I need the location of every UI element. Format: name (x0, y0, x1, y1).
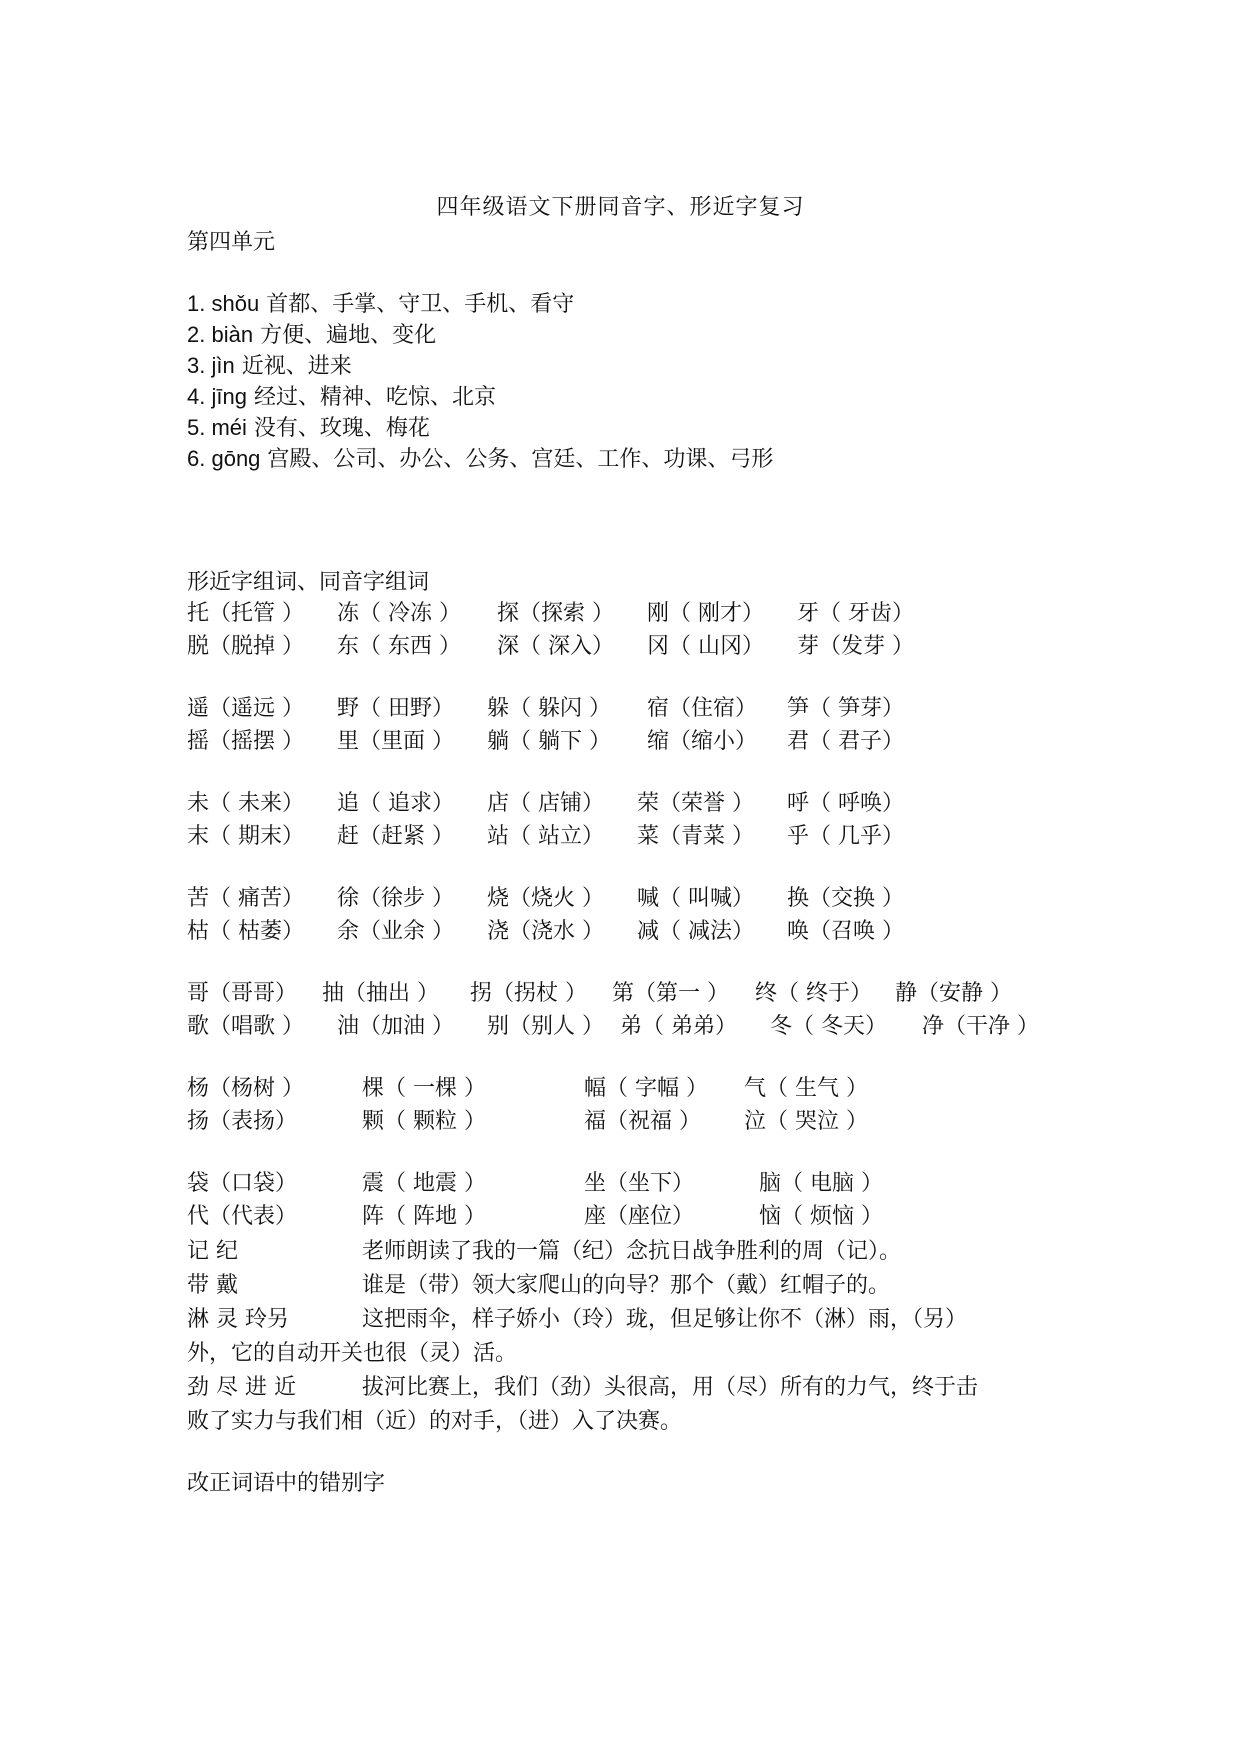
word-pair: 第（第一 ） (612, 981, 729, 1006)
word-pair: 未（ 未来） (187, 791, 304, 816)
word-pair: 换（交换 ） (787, 886, 904, 911)
word-pair: 乎（ 几乎） (787, 824, 904, 849)
sentence-text: 谁是（带）领大家爬山的向导？那个（戴）红帽子的。 (362, 1273, 891, 1298)
word-pair: 冻（ 冷冻 ） (337, 601, 461, 626)
sentence-text: 拔河比赛上，我们（劲）头很高，用（尽）所有的力气，终于击 (362, 1375, 979, 1400)
sentence-chars: 淋 灵 玲另 (187, 1307, 289, 1332)
word-pair: 油（加油 ） (337, 1014, 454, 1039)
item-words: 首都、手掌、守卫、手机、看守 (266, 292, 575, 317)
item-words: 经过、精神、吃惊、北京 (253, 385, 496, 410)
word-pair: 脑（ 电脑 ） (759, 1171, 883, 1196)
word-pair: 坐（坐下） (584, 1171, 695, 1196)
word-pair: 恼（ 烦恼 ） (759, 1204, 883, 1229)
word-pair: 遥（遥远 ） (187, 696, 304, 721)
word-pair: 棵（ 一棵 ） (362, 1076, 486, 1101)
word-pair: 宿（住宿） (647, 696, 758, 721)
section-heading: 形近字组词、同音字组词 (187, 570, 430, 595)
word-pair: 店（ 店铺） (487, 791, 604, 816)
word-pair: 净（干净 ） (922, 1014, 1039, 1039)
word-pair: 浇（浇水 ） (487, 919, 604, 944)
word-pair: 荣（荣誉 ） (637, 791, 754, 816)
homophone-item (187, 382, 496, 413)
sentence-continuation: 外，它的自动开关也很（灵）活。 (187, 1341, 518, 1366)
item-words: 方便、遍地、变化 (260, 323, 437, 348)
homophone-item (187, 289, 574, 320)
word-pair: 躺（ 躺下 ） (487, 729, 611, 754)
word-pair: 赶（赶紧 ） (337, 824, 454, 849)
homophone-item (187, 444, 773, 475)
word-pair: 扬（表扬） (187, 1109, 298, 1134)
word-pair: 追（ 追求） (337, 791, 454, 816)
section-heading: 改正词语中的错别字 (187, 1471, 386, 1496)
sentence-chars: 记 纪 (187, 1239, 238, 1264)
word-pair: 牙（ 牙齿） (797, 601, 914, 626)
word-pair: 福（祝福 ） (584, 1109, 701, 1134)
item-words: 近视、进来 (241, 354, 352, 379)
item-number: 5. (187, 415, 212, 440)
item-pinyin: jīng (211, 384, 247, 409)
word-pair: 袋（口袋） (187, 1171, 298, 1196)
sentence-text: 这把雨伞，样子娇小（玲）珑，但足够让你不（淋）雨，（另） (362, 1307, 968, 1332)
word-pair: 喊（ 叫喊） (637, 886, 754, 911)
item-pinyin: gōng (211, 446, 261, 471)
word-pair: 野（ 田野） (337, 696, 454, 721)
word-pair: 深（ 深入） (497, 634, 614, 659)
word-pair: 冬（ 冬天） (770, 1014, 887, 1039)
word-pair: 气（ 生气 ） (744, 1076, 868, 1101)
word-pair: 抽（抽出 ） (322, 981, 439, 1006)
word-pair: 脱（脱掉 ） (187, 634, 304, 659)
word-pair: 阵（ 阵地 ） (362, 1204, 486, 1229)
word-pair: 静（安静 ） (895, 981, 1012, 1006)
sentence-chars: 带 戴 (187, 1273, 238, 1298)
item-number: 4. (187, 384, 212, 409)
homophone-item (187, 320, 436, 351)
word-pair: 摇（摇摆 ） (187, 729, 304, 754)
word-pair: 冈（ 山冈） (647, 634, 764, 659)
word-pair: 杨（杨树 ） (187, 1076, 304, 1101)
word-pair: 探（探索 ） (497, 601, 614, 626)
word-pair: 减（ 减法） (637, 919, 754, 944)
word-pair: 终（ 终于） (755, 981, 872, 1006)
word-pair: 苦（ 痛苦） (187, 886, 304, 911)
word-pair: 徐（徐步 ） (337, 886, 454, 911)
item-pinyin: shǒu (211, 291, 260, 316)
item-number: 2. (187, 322, 212, 347)
word-pair: 颗（ 颗粒 ） (362, 1109, 486, 1134)
word-pair: 芽（发芽 ） (797, 634, 914, 659)
word-pair: 烧（烧火 ） (487, 886, 604, 911)
word-pair: 别（别人 ） (487, 1014, 604, 1039)
sentence-continuation: 败了实力与我们相（近）的对手，（进）入了决赛。 (187, 1409, 683, 1434)
word-pair: 代（代表） (187, 1204, 298, 1229)
word-pair: 东（ 东西 ） (337, 634, 461, 659)
sentence-chars: 劲 尽 进 近 (187, 1375, 296, 1400)
word-pair: 君（ 君子） (787, 729, 904, 754)
sentence-text: 老师朗读了我的一篇（纪）念抗日战争胜利的周（记）。 (362, 1239, 902, 1264)
word-pair: 呼（ 呼唤） (787, 791, 904, 816)
word-pair: 刚（ 刚才） (647, 601, 764, 626)
word-pair: 幅（ 字幅 ） (584, 1076, 708, 1101)
word-pair: 震（ 地震 ） (362, 1171, 486, 1196)
word-pair: 末（ 期末） (187, 824, 304, 849)
word-pair: 站（ 站立） (487, 824, 604, 849)
word-pair: 缩（缩小） (647, 729, 758, 754)
item-pinyin: biàn (211, 322, 254, 347)
word-pair: 里（里面 ） (337, 729, 454, 754)
unit-heading: 第四单元 (187, 230, 276, 255)
homophone-item (187, 351, 352, 382)
page-title: 四年级语文下册同音字、形近字复习 (436, 195, 805, 220)
word-pair: 唤（召唤 ） (787, 919, 904, 944)
word-pair: 托（托管 ） (187, 601, 304, 626)
word-pair: 躲（ 躲闪 ） (487, 696, 611, 721)
word-pair: 座（座位） (584, 1204, 695, 1229)
item-number: 6. (187, 446, 212, 471)
word-pair: 枯（ 枯萎） (187, 919, 304, 944)
item-pinyin: jìn (211, 353, 235, 378)
word-pair: 弟（ 弟弟） (620, 1014, 737, 1039)
word-pair: 哥（哥哥） (187, 981, 298, 1006)
word-pair: 泣（ 哭泣 ） (744, 1109, 868, 1134)
word-pair: 余（业余 ） (337, 919, 454, 944)
word-pair: 拐（拐杖 ） (470, 981, 587, 1006)
homophone-item (187, 413, 430, 444)
word-pair: 歌（唱歌 ） (187, 1014, 304, 1039)
item-number: 1. (187, 291, 212, 316)
item-pinyin: méi (211, 415, 247, 440)
item-words: 没有、玫瑰、梅花 (253, 416, 430, 441)
word-pair: 菜（青菜 ） (637, 824, 754, 849)
item-number: 3. (187, 353, 212, 378)
word-pair: 笋（ 笋芽） (787, 696, 904, 721)
item-words: 宫殿、公司、办公、公务、宫廷、工作、功课、弓形 (267, 447, 774, 472)
